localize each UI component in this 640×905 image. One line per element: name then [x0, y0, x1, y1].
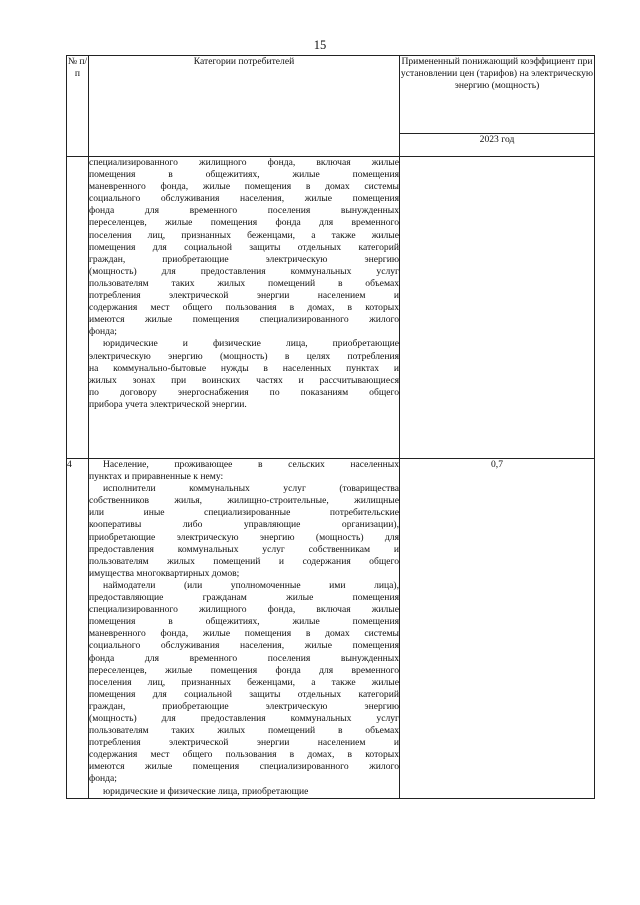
text-line: граждан, приобретающие электрическую энергию — [89, 700, 399, 712]
row-value: 0,7 — [400, 459, 595, 799]
text-line: помещения для социальной защиты отдельных категорий — [89, 241, 399, 253]
text-line: социального обслуживания населения, жилые помещения — [89, 640, 399, 652]
text-line: фонда для временного поселения вынужденных — [89, 205, 399, 217]
text-line: потребления электрической энергии населением и — [89, 290, 399, 302]
text-line: наймодатели (или уполномоченные ими лица), — [103, 579, 399, 591]
text-line: специализированного жилищного фонда, включая жилые — [89, 157, 399, 168]
text-line: потребления электрической энергии населением и — [89, 737, 399, 749]
text-line: граждан, приобретающие электрическую энергию — [89, 253, 399, 265]
text-line: электрическую энергию (мощность) в целях потребления — [89, 350, 399, 362]
header-year: 2023 год — [400, 134, 595, 157]
text-line: исполнители коммунальных услуг (товарищества — [103, 483, 399, 495]
row-number: 4 — [67, 459, 89, 799]
text-line: фонда; — [89, 773, 117, 785]
text-line: Население, проживающее в сельских населенных — [103, 459, 399, 470]
header-category: Категории потребителей — [89, 56, 400, 157]
text-line: жилых зонах при воинских частях и рассчитывающиеся — [89, 374, 399, 386]
text-line: юридические и физические лица, приобретающие — [103, 338, 399, 350]
table-row — [67, 459, 595, 799]
text-line: (мощность) для предоставления коммунальных услуг — [89, 712, 399, 724]
text-line: прибора учета электрической энергии. — [89, 398, 247, 410]
text-line: поселения лиц, признанных беженцами, а также жилые — [89, 676, 399, 688]
text-line: на коммунально-бытовые нужды в населенных пунктах и — [89, 362, 399, 374]
text-line: содержания мест общего пользования в домах, в которых — [89, 749, 399, 761]
text-line: имеются жилые помещения специализированного жилого — [89, 761, 399, 773]
text-line: помещения для социальной защиты отдельных категорий — [89, 688, 399, 700]
text-line: помещения в общежитиях, жилые помещения — [89, 616, 399, 628]
header-number: № п/п — [67, 56, 89, 157]
row-number — [67, 157, 89, 459]
text-line: предоставляющие гражданам жилые помещения — [89, 592, 399, 604]
header-coefficient: Примененный понижающий коэффициент при установлении цен (тарифов) на электрическую энергию (мощность) — [400, 56, 595, 134]
text-line: пунктах и приравненные к нему: — [89, 471, 224, 483]
text-line: пользователям жилых помещений и содержания общего — [89, 555, 399, 567]
table-row — [67, 157, 595, 459]
text-line: или иные специализированные потребительские — [89, 507, 399, 519]
page-number: 15 — [313, 38, 327, 52]
text-line: помещения в общежитиях, жилые помещения — [89, 169, 399, 181]
text-line: поселения лиц, признанных беженцами, а также жилые — [89, 229, 399, 241]
text-line: (мощность) для предоставления коммунальных услуг — [89, 265, 399, 277]
table-header-row — [67, 56, 595, 134]
text-line: имеются жилые помещения специализированного жилого — [89, 314, 399, 326]
text-line: собственников жилья, жилищно-строительные, жилищные — [89, 495, 399, 507]
coefficient-table — [66, 55, 595, 799]
row-value — [400, 157, 595, 459]
text-line: пользователям таких жилых помещений в объемах — [89, 725, 399, 737]
text-line: маневренного фонда, жилые помещения в домах системы — [89, 628, 399, 640]
text-line: фонда; — [89, 326, 117, 338]
text-line: пользователям таких жилых помещений в объемах — [89, 277, 399, 289]
text-line: переселенцев, жилые помещения фонда для временного — [89, 217, 399, 229]
text-line: социального обслуживания населения, жилые помещения — [89, 193, 399, 205]
text-line: кооперативы либо управляющие организации), — [89, 519, 399, 531]
row-category-text — [89, 157, 400, 459]
text-line: приобретающие электрическую энергию (мощность) для — [89, 531, 399, 543]
text-line: фонда для временного поселения вынужденных — [89, 652, 399, 664]
text-line: специализированного жилищного фонда, включая жилые — [89, 604, 399, 616]
text-line: переселенцев, жилые помещения фонда для временного — [89, 664, 399, 676]
row-category-text — [89, 459, 400, 799]
text-line: юридические и физические лица, приобретающие — [103, 785, 309, 797]
text-line: содержания мест общего пользования в домах, в которых — [89, 302, 399, 314]
text-line: имущества многоквартирных домов; — [89, 567, 240, 579]
text-line: предоставления коммунальных услуг собственникам и — [89, 543, 399, 555]
text-line: по договору энергоснабжения по показаниям общего — [89, 386, 399, 398]
text-line: маневренного фонда, жилые помещения в домах системы — [89, 181, 399, 193]
